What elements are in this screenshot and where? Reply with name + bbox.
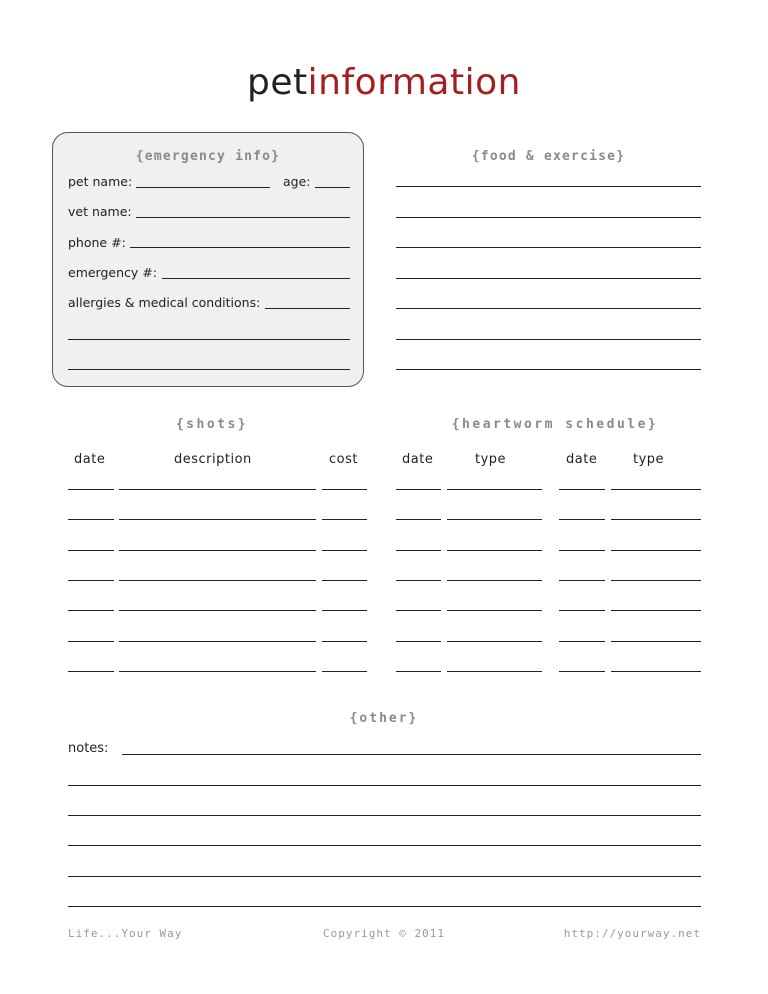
shots-cell-date[interactable]	[68, 610, 114, 611]
shots-cell-cost[interactable]	[322, 519, 367, 520]
heartworm-cell-type-1[interactable]	[447, 580, 542, 581]
heartworm-cell-date-1[interactable]	[396, 580, 441, 581]
shots-cell-date[interactable]	[68, 489, 114, 490]
food-line[interactable]	[396, 278, 701, 279]
heartworm-cell-type-2[interactable]	[611, 519, 701, 520]
food-exercise-heading: {food & exercise}	[471, 149, 626, 164]
age-field[interactable]	[315, 187, 350, 188]
shots-cell-description[interactable]	[119, 550, 316, 551]
heartworm-cell-type-2[interactable]	[611, 580, 701, 581]
age-label: age:	[283, 174, 311, 189]
heartworm-cell-type-1[interactable]	[447, 671, 542, 672]
emergency-info-panel	[52, 132, 364, 387]
shots-cell-cost[interactable]	[322, 610, 367, 611]
shots-cell-date[interactable]	[68, 519, 114, 520]
footer-url[interactable]: http://yourway.net	[563, 927, 701, 940]
pet-name-field[interactable]	[136, 187, 270, 188]
heartworm-cell-type-2[interactable]	[611, 610, 701, 611]
title-information: information	[307, 62, 521, 103]
phone-label: phone #:	[68, 235, 126, 250]
heartworm-cell-date-1[interactable]	[396, 671, 441, 672]
notes-line[interactable]	[68, 876, 701, 877]
allergies-label: allergies & medical conditions:	[68, 295, 261, 310]
other-heading: {other}	[349, 711, 419, 726]
emergency-number-label: emergency #:	[68, 265, 157, 280]
heartworm-cell-date-2[interactable]	[559, 550, 605, 551]
heartworm-cell-type-2[interactable]	[611, 671, 701, 672]
food-line[interactable]	[396, 217, 701, 218]
heartworm-cell-type-1[interactable]	[447, 519, 542, 520]
heartworm-cell-date-2[interactable]	[559, 671, 605, 672]
notes-line[interactable]	[122, 754, 701, 755]
heartworm-cell-date-1[interactable]	[396, 610, 441, 611]
shots-cell-cost[interactable]	[322, 580, 367, 581]
heartworm-cell-type-2[interactable]	[611, 641, 701, 642]
emergency-info-heading: {emergency info}	[135, 149, 281, 164]
notes-line[interactable]	[68, 785, 701, 786]
heartworm-cell-date-2[interactable]	[559, 519, 605, 520]
heartworm-col-date-2: date	[566, 452, 598, 467]
notes-label: notes:	[68, 741, 109, 756]
allergies-line-3[interactable]	[68, 369, 350, 370]
shots-cell-description[interactable]	[119, 641, 316, 642]
page-title	[0, 62, 768, 103]
footer-left: Life...Your Way	[68, 927, 183, 940]
heartworm-cell-type-1[interactable]	[447, 550, 542, 551]
shots-cell-description[interactable]	[119, 610, 316, 611]
allergies-field[interactable]	[265, 308, 350, 309]
pet-name-label: pet name:	[68, 174, 133, 189]
heartworm-cell-date-1[interactable]	[396, 519, 441, 520]
vet-name-field[interactable]	[136, 217, 350, 218]
shots-cell-description[interactable]	[119, 671, 316, 672]
shots-cell-cost[interactable]	[322, 489, 367, 490]
heartworm-cell-type-2[interactable]	[611, 550, 701, 551]
title-pet: pet	[247, 62, 308, 103]
allergies-line-2[interactable]	[68, 339, 350, 340]
heartworm-cell-type-2[interactable]	[611, 489, 701, 490]
footer-copyright: Copyright © 2011	[323, 927, 445, 940]
heartworm-heading: {heartworm schedule}	[451, 417, 659, 432]
notes-line[interactable]	[68, 815, 701, 816]
shots-cell-description[interactable]	[119, 580, 316, 581]
shots-cell-cost[interactable]	[322, 641, 367, 642]
notes-line[interactable]	[68, 906, 701, 907]
heartworm-cell-date-1[interactable]	[396, 489, 441, 490]
heartworm-cell-date-2[interactable]	[559, 610, 605, 611]
food-line[interactable]	[396, 247, 701, 248]
shots-cell-date[interactable]	[68, 671, 114, 672]
heartworm-cell-type-1[interactable]	[447, 610, 542, 611]
notes-line[interactable]	[68, 845, 701, 846]
heartworm-col-type-1: type	[475, 452, 507, 467]
shots-cell-description[interactable]	[119, 489, 316, 490]
shots-cell-date[interactable]	[68, 641, 114, 642]
heartworm-cell-date-2[interactable]	[559, 580, 605, 581]
heartworm-cell-date-2[interactable]	[559, 641, 605, 642]
heartworm-cell-date-1[interactable]	[396, 550, 441, 551]
phone-field[interactable]	[130, 247, 350, 248]
food-line[interactable]	[396, 186, 701, 187]
shots-col-date: date	[74, 452, 106, 467]
shots-cell-description[interactable]	[119, 519, 316, 520]
shots-cell-date[interactable]	[68, 580, 114, 581]
heartworm-col-date-1: date	[402, 452, 434, 467]
food-line[interactable]	[396, 308, 701, 309]
heartworm-cell-type-1[interactable]	[447, 641, 542, 642]
heartworm-cell-type-1[interactable]	[447, 489, 542, 490]
shots-col-description: description	[174, 452, 252, 467]
shots-cell-cost[interactable]	[322, 671, 367, 672]
shots-cell-cost[interactable]	[322, 550, 367, 551]
heartworm-col-type-2: type	[633, 452, 665, 467]
heartworm-cell-date-2[interactable]	[559, 489, 605, 490]
food-line[interactable]	[396, 339, 701, 340]
shots-heading: {shots}	[175, 417, 249, 432]
heartworm-cell-date-1[interactable]	[396, 641, 441, 642]
emergency-number-field[interactable]	[162, 278, 350, 279]
food-line[interactable]	[396, 369, 701, 370]
vet-name-label: vet name:	[68, 204, 132, 219]
shots-cell-date[interactable]	[68, 550, 114, 551]
shots-col-cost: cost	[329, 452, 358, 467]
